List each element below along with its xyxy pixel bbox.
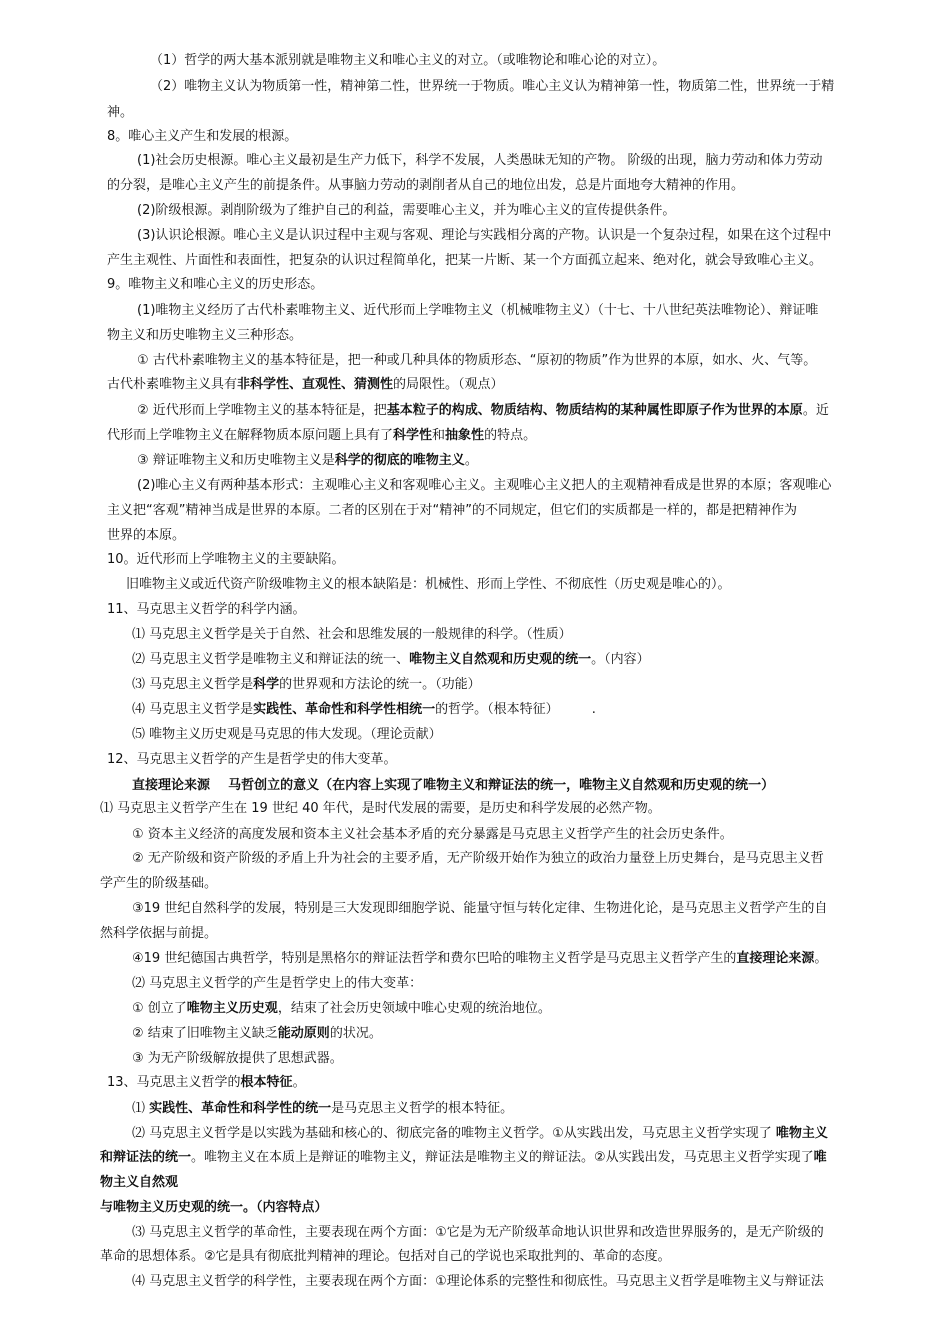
text-line bbox=[0, 996, 950, 1021]
body-text: ⑵ 马克思主义哲学是唯物主义和辩证法的统一、 bbox=[132, 652, 410, 667]
text-line bbox=[0, 822, 950, 847]
body-text: 。 bbox=[814, 951, 828, 966]
body-text: 学产生的阶级基础。 bbox=[100, 876, 218, 891]
body-text: ③ 辩证唯物主义和历史唯物主义是 bbox=[137, 453, 335, 468]
body-text: 。（内容） bbox=[591, 652, 650, 667]
text-line bbox=[0, 498, 950, 523]
bold-text: 抽象性 bbox=[445, 428, 485, 443]
body-text: 旧唯物主义或近代资产阶级唯物主义的根本缺陷是：机械性、形而上学性、不彻底性（历史观是唯心的）。 bbox=[126, 577, 731, 592]
body-text: 代形而上学唯物主义在解释物质本原问题上具有了 bbox=[107, 428, 394, 443]
body-text: (1)唯物主义经历了古代朴素唯物主义、近代形而上学唯物主义（机械唯物主义）（十七、十八世纪英法唯物论）、辩证唯 bbox=[137, 303, 819, 318]
bold-text: 唯物主义 bbox=[775, 1126, 828, 1141]
body-text: ② 近代形而上学唯物主义的基本特征是，把 bbox=[137, 403, 387, 418]
body-text: ① 古代朴素唯物主义的基本特征是，把一种或几种具体的物质形态、“原初的物质”作为世界的本原，如水、火、气等。 bbox=[137, 353, 817, 368]
body-text: 的局限性。（观点） bbox=[393, 377, 504, 392]
body-text: (3)认识论根源。唯心主义是认识过程中主观与客观、理论与实践相分离的产物。认识是一个复杂过程，如果在这个过程中 bbox=[137, 228, 832, 243]
text-line bbox=[0, 372, 950, 397]
body-text: 的世界观和方法论的统一。（功能） bbox=[279, 677, 481, 692]
body-text: 。 bbox=[292, 1075, 306, 1090]
body-text: 产生主观性、片面性和表面性，把复杂的认识过程简单化，把某一片断、某一个方面孤立起来、绝对化，就会导致唯心主义。 bbox=[107, 253, 823, 268]
bold-text: 实践性、革命性和科学性的统一 bbox=[149, 1101, 332, 1116]
bold-text: 直接理论来源 bbox=[736, 951, 815, 966]
bold-text: 非科学性、直观性、猜测性 bbox=[237, 377, 394, 392]
body-text: 13、马克思主义哲学的 bbox=[107, 1075, 241, 1090]
body-text: ② 结束了旧唯物主义缺乏 bbox=[132, 1026, 278, 1041]
body-text: 。唯物主义在本质上是辩证的唯物主义，辩证法是唯物主义的辩证法。②从实践出发，马克思主义哲学实现了 bbox=[191, 1150, 814, 1165]
body-text: ，结束了社会历史领域中唯心史观的统治地位。 bbox=[277, 1001, 551, 1016]
bold-text: 根本特征 bbox=[240, 1075, 293, 1090]
body-text: 然科学依据与前提。 bbox=[100, 926, 218, 941]
body-text: ③19 世纪自然科学的发展，特别是三大发现即细胞学说、能量守恒与转化定律、生物进化论，是马克思主义哲学产生的自 bbox=[132, 901, 828, 916]
text-line bbox=[0, 323, 950, 348]
body-text: ④19 世纪德国古典哲学，特别是黑格尔的辩证法哲学和费尔巴哈的唯物主义哲学是马克思主义哲学产生的 bbox=[132, 951, 737, 966]
body-text: ③ 为无产阶级解放提供了思想武器。 bbox=[132, 1051, 343, 1066]
body-text: 12、马克思主义哲学的产生是哲学史的伟大变革。 bbox=[107, 752, 397, 767]
text-line bbox=[0, 523, 950, 548]
body-text: 的分裂，是唯心主义产生的前提条件。从事脑力劳动的剥削者从自己的地位出发，总是片面地夸大精神的作用。 bbox=[107, 178, 745, 193]
text-line bbox=[0, 1269, 950, 1294]
body-text: 革命的思想体系。②它是具有彻底批判精神的理论。包括对自己的学说也采取批判的、革命的态度。 bbox=[100, 1249, 671, 1264]
body-text: ⑷ 马克思主义哲学是 bbox=[132, 702, 254, 717]
body-text: ⑴ bbox=[132, 1101, 150, 1116]
text-line bbox=[0, 971, 950, 996]
body-text: ⑶ 马克思主义哲学是 bbox=[132, 677, 254, 692]
body-text: ⑵ 马克思主义哲学是以实践为基础和核心的、彻底完备的唯物主义哲学。①从实践出发，马克思主义哲学实现了 bbox=[132, 1126, 776, 1141]
body-text: ① 创立了 bbox=[132, 1001, 187, 1016]
bold-text: 能动原则 bbox=[277, 1026, 330, 1041]
body-text: 古代朴素唯物主义具有 bbox=[107, 377, 238, 392]
body-text: 9。唯物主义和唯心主义的历史形态。 bbox=[107, 277, 324, 292]
body-text: ② 无产阶级和资产阶级的矛盾上升为社会的主要矛盾，无产阶级开始作为独立的政治力量登上历史舞台，是马克思主义哲 bbox=[132, 851, 824, 866]
bold-text: 直接理论来源 马哲创立的意义（在内容上实现了唯物主义和辩证法的统一，唯物主义自然观和历史观的统一） bbox=[132, 778, 775, 793]
text-line bbox=[0, 846, 950, 871]
body-text: 10。近代形而上学唯物主义的主要缺陷。 bbox=[107, 552, 345, 567]
bold-text: 与唯物主义历史观的统一。（内容特点） bbox=[100, 1200, 328, 1215]
text-line bbox=[0, 272, 950, 297]
text-line bbox=[0, 1096, 950, 1121]
text-line bbox=[0, 747, 950, 772]
text-line bbox=[0, 672, 950, 697]
text-line bbox=[0, 298, 950, 323]
body-text: 主义把“客观”精神当成是世界的本原。二者的区别在于对“精神”的不同规定，但它们的实质都是一样的，都是把精神作为 bbox=[107, 503, 797, 518]
text-line bbox=[0, 647, 950, 672]
text-line bbox=[0, 896, 950, 921]
body-text: ⑸ 唯物主义历史观是马克思的伟大发现。（理论贡献） bbox=[132, 727, 442, 742]
text-line bbox=[0, 148, 950, 173]
body-text: 物主义和历史唯物主义三种形态。 bbox=[107, 328, 303, 343]
bold-text: 科学 bbox=[253, 677, 280, 692]
text-line bbox=[0, 597, 950, 622]
text-line bbox=[0, 1121, 950, 1146]
text-line bbox=[0, 1145, 950, 1170]
text-line bbox=[0, 1046, 950, 1071]
bold-text: 唯 bbox=[813, 1150, 827, 1165]
body-text: 8。唯心主义产生和发展的根源。 bbox=[107, 129, 298, 144]
body-text: 11、马克思主义哲学的科学内涵。 bbox=[107, 602, 306, 617]
text-line bbox=[0, 248, 950, 273]
bold-text: 科学的彻底的唯物主义 bbox=[334, 453, 465, 468]
text-line bbox=[0, 74, 950, 99]
body-text: ① 资本主义经济的高度发展和资本主义社会基本矛盾的充分暴露是马克思主义哲学产生的社会历史条件。 bbox=[132, 827, 733, 842]
text-line bbox=[0, 348, 950, 373]
body-text: ⑷ 马克思主义哲学的科学性，主要表现在两个方面：①理论体系的完整性和彻底性。马克思主义哲学是唯物主义与辩证法 bbox=[132, 1274, 824, 1289]
text-line bbox=[0, 946, 950, 971]
text-line bbox=[0, 448, 950, 473]
bold-text: 基本粒子的构成、物质结构、物质结构的某种属性即原子作为世界的本原 bbox=[386, 403, 803, 418]
body-text: 世界的本原。 bbox=[107, 528, 186, 543]
text-line bbox=[0, 1195, 950, 1220]
text-line bbox=[0, 48, 950, 73]
body-text: ⑴ 马克思主义哲学产生在 19 世纪 40 年代，是时代发展的需要，是历史和科学发展的必然产物。 bbox=[100, 801, 661, 816]
text-line bbox=[0, 773, 950, 798]
bold-text: 科学性 bbox=[393, 428, 433, 443]
text-line bbox=[0, 173, 950, 198]
bold-text: 唯物主义历史观 bbox=[186, 1001, 278, 1016]
body-text: (1)社会历史根源。唯心主义最初是生产力低下，科学不发展，人类愚昧无知的产物。 阶级的出现，脑力劳动和体力劳动 bbox=[137, 153, 823, 168]
text-line bbox=[0, 697, 950, 722]
text-line bbox=[0, 722, 950, 747]
body-text: ⑵ 马克思主义哲学的产生是哲学史上的伟大变革： bbox=[132, 976, 423, 991]
text-line bbox=[0, 622, 950, 647]
text-line bbox=[0, 921, 950, 946]
bold-text: 和辩证法的统一 bbox=[100, 1150, 192, 1165]
bold-text: 实践性、革命性和科学性相统一 bbox=[253, 702, 436, 717]
body-text: (2)唯心主义有两种基本形式：主观唯心主义和客观唯心主义。主观唯心主义把人的主观精神看成是世界的本原；客观唯心 bbox=[137, 478, 832, 493]
text-line bbox=[0, 198, 950, 223]
body-text: 的状况。 bbox=[329, 1026, 382, 1041]
text-line bbox=[0, 1070, 950, 1095]
text-line bbox=[0, 796, 950, 821]
body-text: ⑴ 马克思主义哲学是关于自然、社会和思维发展的一般规律的科学。（性质） bbox=[132, 627, 572, 642]
body-text: （2）唯物主义认为物质第一性，精神第二性，世界统一于物质。唯心主义认为精神第一性，物质第二性，世界统一于精 bbox=[150, 79, 835, 94]
body-text: 是马克思主义哲学的根本特征。 bbox=[331, 1101, 514, 1116]
text-line bbox=[0, 423, 950, 448]
text-line bbox=[0, 572, 950, 597]
text-line bbox=[0, 124, 950, 149]
text-line bbox=[0, 223, 950, 248]
body-text: 的特点。 bbox=[484, 428, 537, 443]
text-line bbox=[0, 1170, 950, 1195]
body-text: (2)阶级根源。剥削阶级为了维护自己的利益，需要唯心主义，并为唯心主义的宣传提供条件。 bbox=[137, 203, 676, 218]
body-text: 。近 bbox=[802, 403, 829, 418]
body-text: 。 bbox=[464, 453, 478, 468]
text-line bbox=[0, 1021, 950, 1046]
text-line bbox=[0, 547, 950, 572]
text-line bbox=[0, 871, 950, 896]
body-text: 神。 bbox=[107, 105, 134, 120]
text-line bbox=[0, 1244, 950, 1269]
body-text: 的哲学。（根本特征） . bbox=[435, 702, 596, 717]
body-text: ⑶ 马克思主义哲学的革命性，主要表现在两个方面：①它是为无产阶级革命地认识世界和改造世界服务的，是无产阶级的 bbox=[132, 1225, 824, 1240]
text-line bbox=[0, 1220, 950, 1245]
bold-text: 唯物主义自然观和历史观的统一 bbox=[409, 652, 592, 667]
text-line bbox=[0, 473, 950, 498]
bold-text: 物主义自然观 bbox=[100, 1175, 179, 1190]
body-text: 和 bbox=[432, 428, 446, 443]
text-line bbox=[0, 100, 950, 125]
text-line bbox=[0, 398, 950, 423]
body-text: （1）哲学的两大基本派别就是唯物主义和唯心主义的对立。（或唯物论和唯心论的对立）。 bbox=[150, 53, 666, 68]
